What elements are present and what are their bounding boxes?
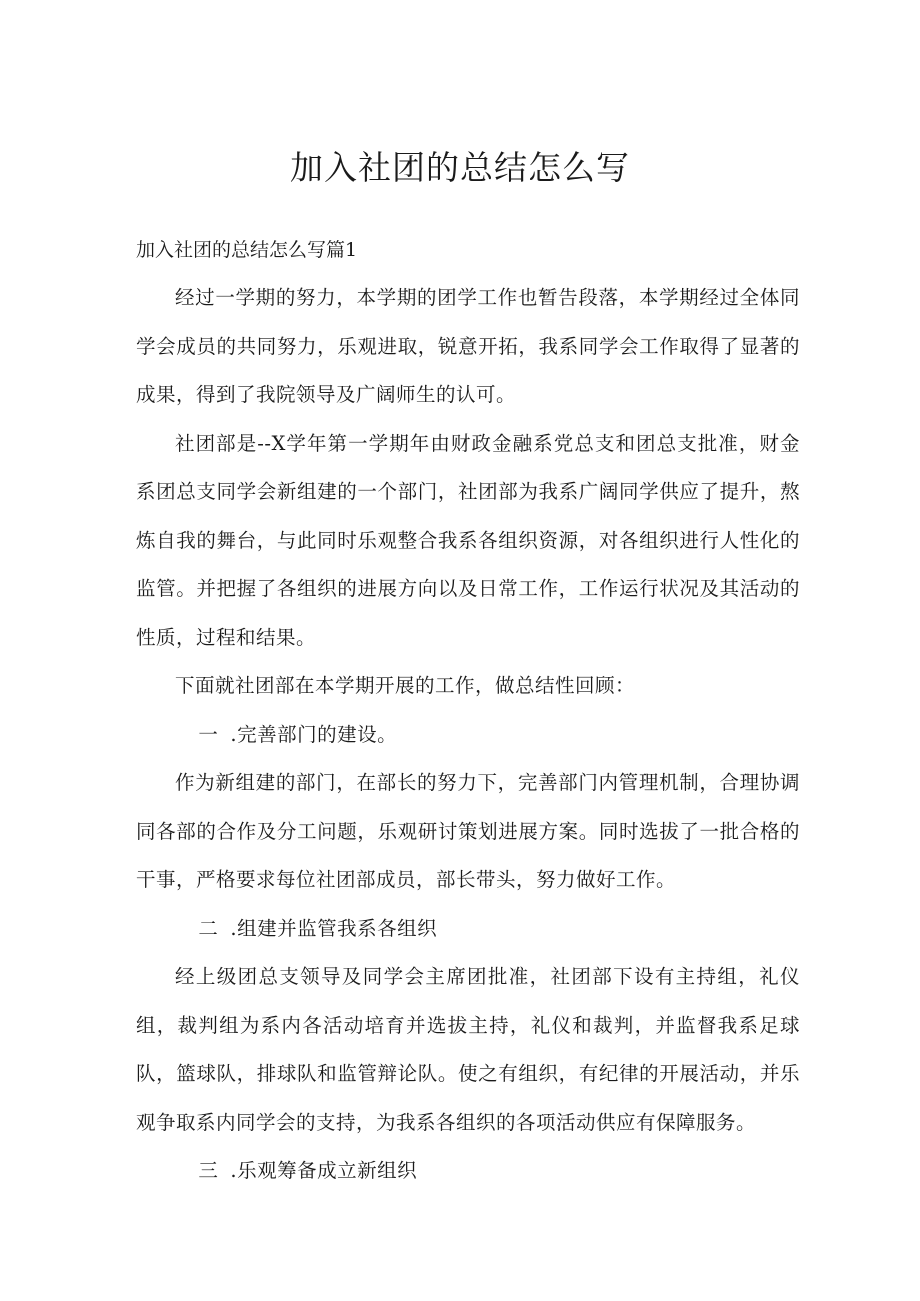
section-number: 一 — [198, 722, 219, 746]
section-number: 二 — [198, 916, 219, 940]
section-heading — [136, 711, 800, 760]
section-heading-text: .组建并监管我系各组织 — [230, 916, 438, 940]
section-heading — [136, 905, 800, 954]
document-body — [136, 230, 800, 1196]
section-heading-text: .完善部门的建设。 — [230, 722, 398, 746]
section-number: 三 — [198, 1159, 219, 1182]
section-heading-text: .乐观筹备成立新组织 — [230, 1159, 418, 1182]
document-title: 加入社团的总结怎么写 — [290, 148, 630, 187]
paragraph: 经过一学期的努力，本学期的团学工作也暂告段落，本学期经过全体同学会成员的共同努力，乐观进取，锐意开拓，我系同学会工作取得了显著的成果，得到了我院领导及广阔师生的认可。 — [136, 286, 800, 406]
paragraph: 经上级团总支领导及同学会主席团批准，社团部下设有主持组，礼仪组，裁判组为系内各活动培育并选拔主持，礼仪和裁判，并监督我系足球队，篮球队，排球队和监管辩论队。使之有组织，有纪律的开展活动，并乐观争取系内同学会的支持，为我系各组织的各项活动供应有保障服务。 — [136, 965, 800, 1134]
paragraph: 社团部是--X学年第一学期年由财政金融系党总支和团总支批准，财金系团总支同学会新组建的一个部门，社团部为我系广阔同学供应了提升，熬炼自我的舞台，与此同时乐观整合我系各组织资源，对各组织进行人性化的监管。并把握了各组织的进展方向以及日常工作，工作运行状况及其活动的性质，过程和结果。 — [136, 431, 800, 649]
paragraph: 下面就社团部在本学期开展的工作，做总结性回顾： — [175, 674, 636, 697]
section-heading — [136, 1147, 800, 1196]
document-subtitle: 加入社团的总结怎么写篇1 — [136, 239, 358, 261]
paragraph: 作为新组建的部门，在部长的努力下，完善部门内管理机制，合理协调同各部的合作及分工问题，乐观研讨策划进展方案。同时选拔了一批合格的干事，严格要求每位社团部成员，部长带头，努力做好工作。 — [136, 771, 800, 891]
